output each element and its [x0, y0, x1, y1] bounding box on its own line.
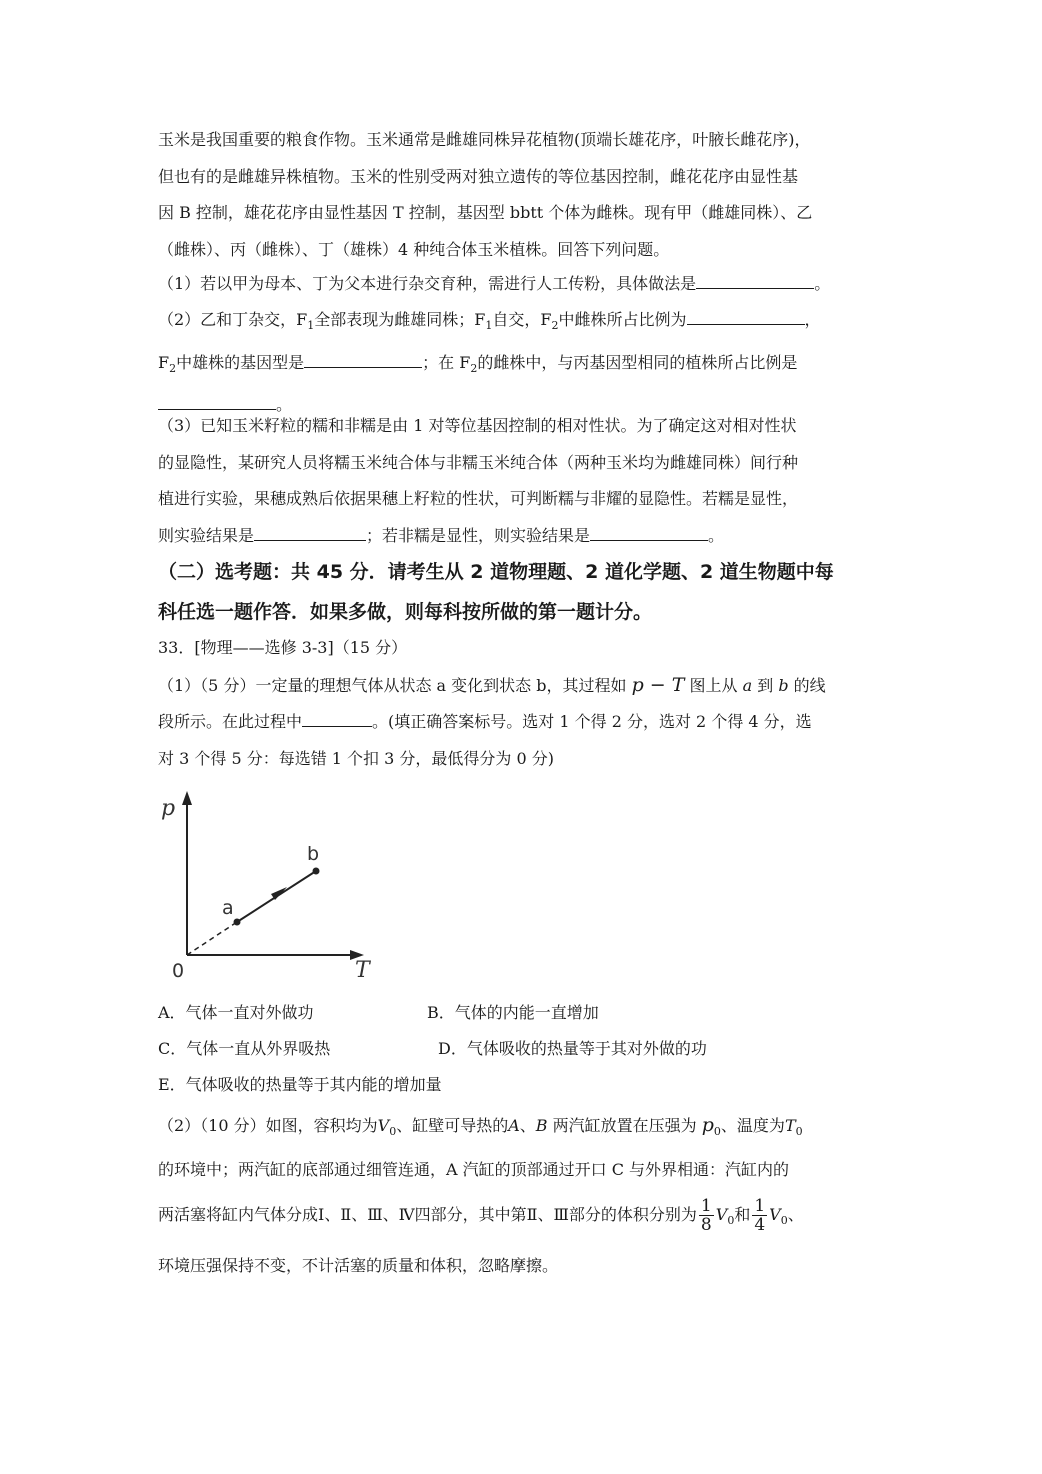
- q3-line-1: （3）已知玉米籽粒的糯和非糯是由 1 对等位基因控制的相对性状。为了确定这对相对性状: [158, 416, 797, 435]
- state-a: a: [742, 675, 753, 695]
- intro-paragraph: [158, 122, 888, 268]
- intro-line-3: 因 B 控制，雄花花序由显性基因 T 控制，基因型 bbtt 个体为雌株。现有甲（雌雄同株）、乙: [158, 203, 813, 222]
- origin-label: 0: [172, 960, 185, 982]
- q33-2-text: （2）（10 分）如图，容积均为: [158, 1116, 378, 1135]
- answer-blank[interactable]: [302, 708, 372, 727]
- q33-2-line-4: 环境压强保持不变，不计活塞的质量和体积，忽略摩擦。: [158, 1256, 559, 1276]
- section-2-heading: [158, 552, 898, 632]
- section-2-line-2: 科任选一题作答．如果多做，则每科按所做的第一题计分。: [158, 601, 653, 623]
- option-c: C．气体一直从外界吸热: [158, 1039, 331, 1058]
- option-e: E．气体吸收的热量等于其内能的增加量: [158, 1075, 442, 1094]
- var-p: p: [701, 1114, 714, 1136]
- p-t-graph: [150, 785, 390, 985]
- intro-line-4: （雌株）、丙（雌株）、丁（雄株）4 种纯合体玉米植株。回答下列问题。: [158, 239, 670, 259]
- subscript: 1: [485, 319, 493, 333]
- question-1-text: （1）若以甲为母本、丁为父本进行杂交育种，需进行人工传粉，具体做法是: [158, 274, 697, 293]
- separator: 、: [519, 1116, 536, 1135]
- question-33-part-2: [158, 1106, 888, 1285]
- answer-blank[interactable]: [696, 270, 814, 289]
- q2-part-a: （2）乙和丁杂交，F: [158, 310, 308, 329]
- subscript: 0: [795, 1125, 803, 1139]
- q2-part-h: ；在 F: [422, 352, 471, 372]
- cylinder-a: A: [508, 1116, 520, 1135]
- cylinder-b: B: [535, 1116, 548, 1135]
- question-3: [158, 408, 888, 554]
- dashed-extension: [187, 922, 237, 955]
- p-axis-arrow-icon: [182, 791, 192, 805]
- subscript: 2: [470, 361, 478, 375]
- intro-line-1: 玉米是我国重要的粮食作物。玉米通常是雌雄同株异花植物(顶端长雄花序，叶腋长雌花序)，: [158, 130, 811, 149]
- subscript: 2: [551, 319, 559, 333]
- q33-text: 到: [752, 675, 779, 695]
- answer-blank[interactable]: [590, 522, 708, 541]
- a-label: a: [222, 897, 234, 919]
- q33-2-text: 两活塞将缸内气体分成Ⅰ、Ⅱ、Ⅲ、Ⅳ四部分，其中第Ⅱ、Ⅲ部分的体积分别为: [158, 1205, 697, 1225]
- answer-blank[interactable]: [304, 349, 422, 368]
- p-axis-label: p: [161, 796, 176, 821]
- q2-part-b: 全部表现为雌雄同株；F: [314, 310, 486, 329]
- q33-text: 段所示。在此过程中: [158, 712, 303, 731]
- section-2-line-1: （二）选考题：共 45 分．请考生从 2 道物理题、2 道化学题、2 道生物题中每: [158, 561, 834, 583]
- option-b: B．气体的内能一直增加: [427, 1003, 599, 1022]
- separator: 、: [787, 1205, 804, 1225]
- q3-line-3: 植进行实验，果穗成熟后依据果穗上籽粒的性状，可判断糯与非耀的显隐性。若糯是显性，: [158, 489, 799, 508]
- subscript: 0: [713, 1125, 721, 1139]
- q3-line-4c: 。: [708, 525, 725, 545]
- answer-blank[interactable]: [254, 522, 366, 541]
- answer-blank[interactable]: [687, 306, 805, 325]
- q2-part-e: ，: [804, 310, 821, 329]
- q3-line-4b: ；若非糯是显性，则实验结果是: [366, 525, 591, 545]
- q33-line-3: 对 3 个得 5 分：每选错 1 个扣 3 分，最低得分为 0 分): [158, 748, 555, 768]
- question-2: [158, 302, 888, 424]
- option-d: D．气体吸收的热量等于其对外做的功: [438, 1039, 707, 1058]
- q2-part-i: 的雌株中，与丙基因型相同的植株所占比例是: [477, 352, 798, 372]
- q33-2-text: 、缸壁可导热的: [396, 1116, 509, 1135]
- q2-end: 。: [276, 395, 293, 415]
- t-axis-label: T: [355, 958, 370, 983]
- q33-2-line-2: 的环境中；两汽缸的底部通过细管连通，A 汽缸的顶部通过开口 C 与外界相通：汽缸内的: [158, 1160, 790, 1180]
- subscript: 0: [727, 1214, 735, 1228]
- q2-part-f: F: [158, 352, 170, 372]
- question-33-title: 33．[物理——选修 3-3]（15 分）: [158, 638, 408, 657]
- q3-line-2: 的显隐性，某研究人员将糯玉米纯合体与非糯玉米纯合体（两种玉米均为雌雄同株）间行种: [158, 452, 799, 472]
- q33-text: 。(填正确答案标号。选对 1 个得 2 分，选对 2 个得 4 分，选: [372, 712, 812, 731]
- q3-line-4a: 则实验结果是: [158, 525, 255, 545]
- fraction-one-quarter: $\frac{1}{4}$: [754, 1196, 766, 1236]
- intro-line-2: 但也有的是雌雄异株植物。玉米的性别受两对独立遗传的等位基因控制，雌花花序由显性基: [158, 166, 799, 186]
- q2-part-c: 自交，F: [492, 310, 552, 329]
- state-b: b: [778, 675, 789, 695]
- option-a: A．气体一直对外做功: [158, 1003, 314, 1022]
- conjunction: 和: [734, 1205, 751, 1225]
- subscript: 0: [389, 1125, 397, 1139]
- question-1: [158, 266, 888, 303]
- q2-part-g: 中雄株的基因型是: [176, 352, 305, 372]
- q33-text: 图上从: [684, 675, 743, 695]
- var-v: V: [715, 1205, 728, 1225]
- var-v: V: [377, 1116, 390, 1135]
- subscript: 0: [780, 1214, 788, 1228]
- question-33: [158, 630, 888, 777]
- q33-text: 的线: [788, 675, 826, 695]
- fraction-one-eighth: $\frac{1}{8}$: [700, 1196, 712, 1236]
- q33-2-text: 、温度为: [720, 1116, 785, 1135]
- q2-part-d: 中雌株所占比例为: [558, 310, 687, 329]
- var-t: T: [784, 1116, 796, 1135]
- var-v: V: [769, 1205, 781, 1225]
- p-t-variable: p − T: [631, 673, 685, 696]
- q33-2-text: 两汽缸放置在压强为: [547, 1116, 702, 1135]
- point-a: [234, 919, 241, 926]
- subscript: 2: [169, 361, 177, 375]
- question-1-end: 。: [814, 274, 831, 293]
- b-label: b: [307, 843, 320, 865]
- subscript: 1: [307, 319, 315, 333]
- point-b: [313, 868, 320, 875]
- q33-text: （1）（5 分）一定量的理想气体从状态 a 变化到状态 b，其过程如: [158, 675, 632, 695]
